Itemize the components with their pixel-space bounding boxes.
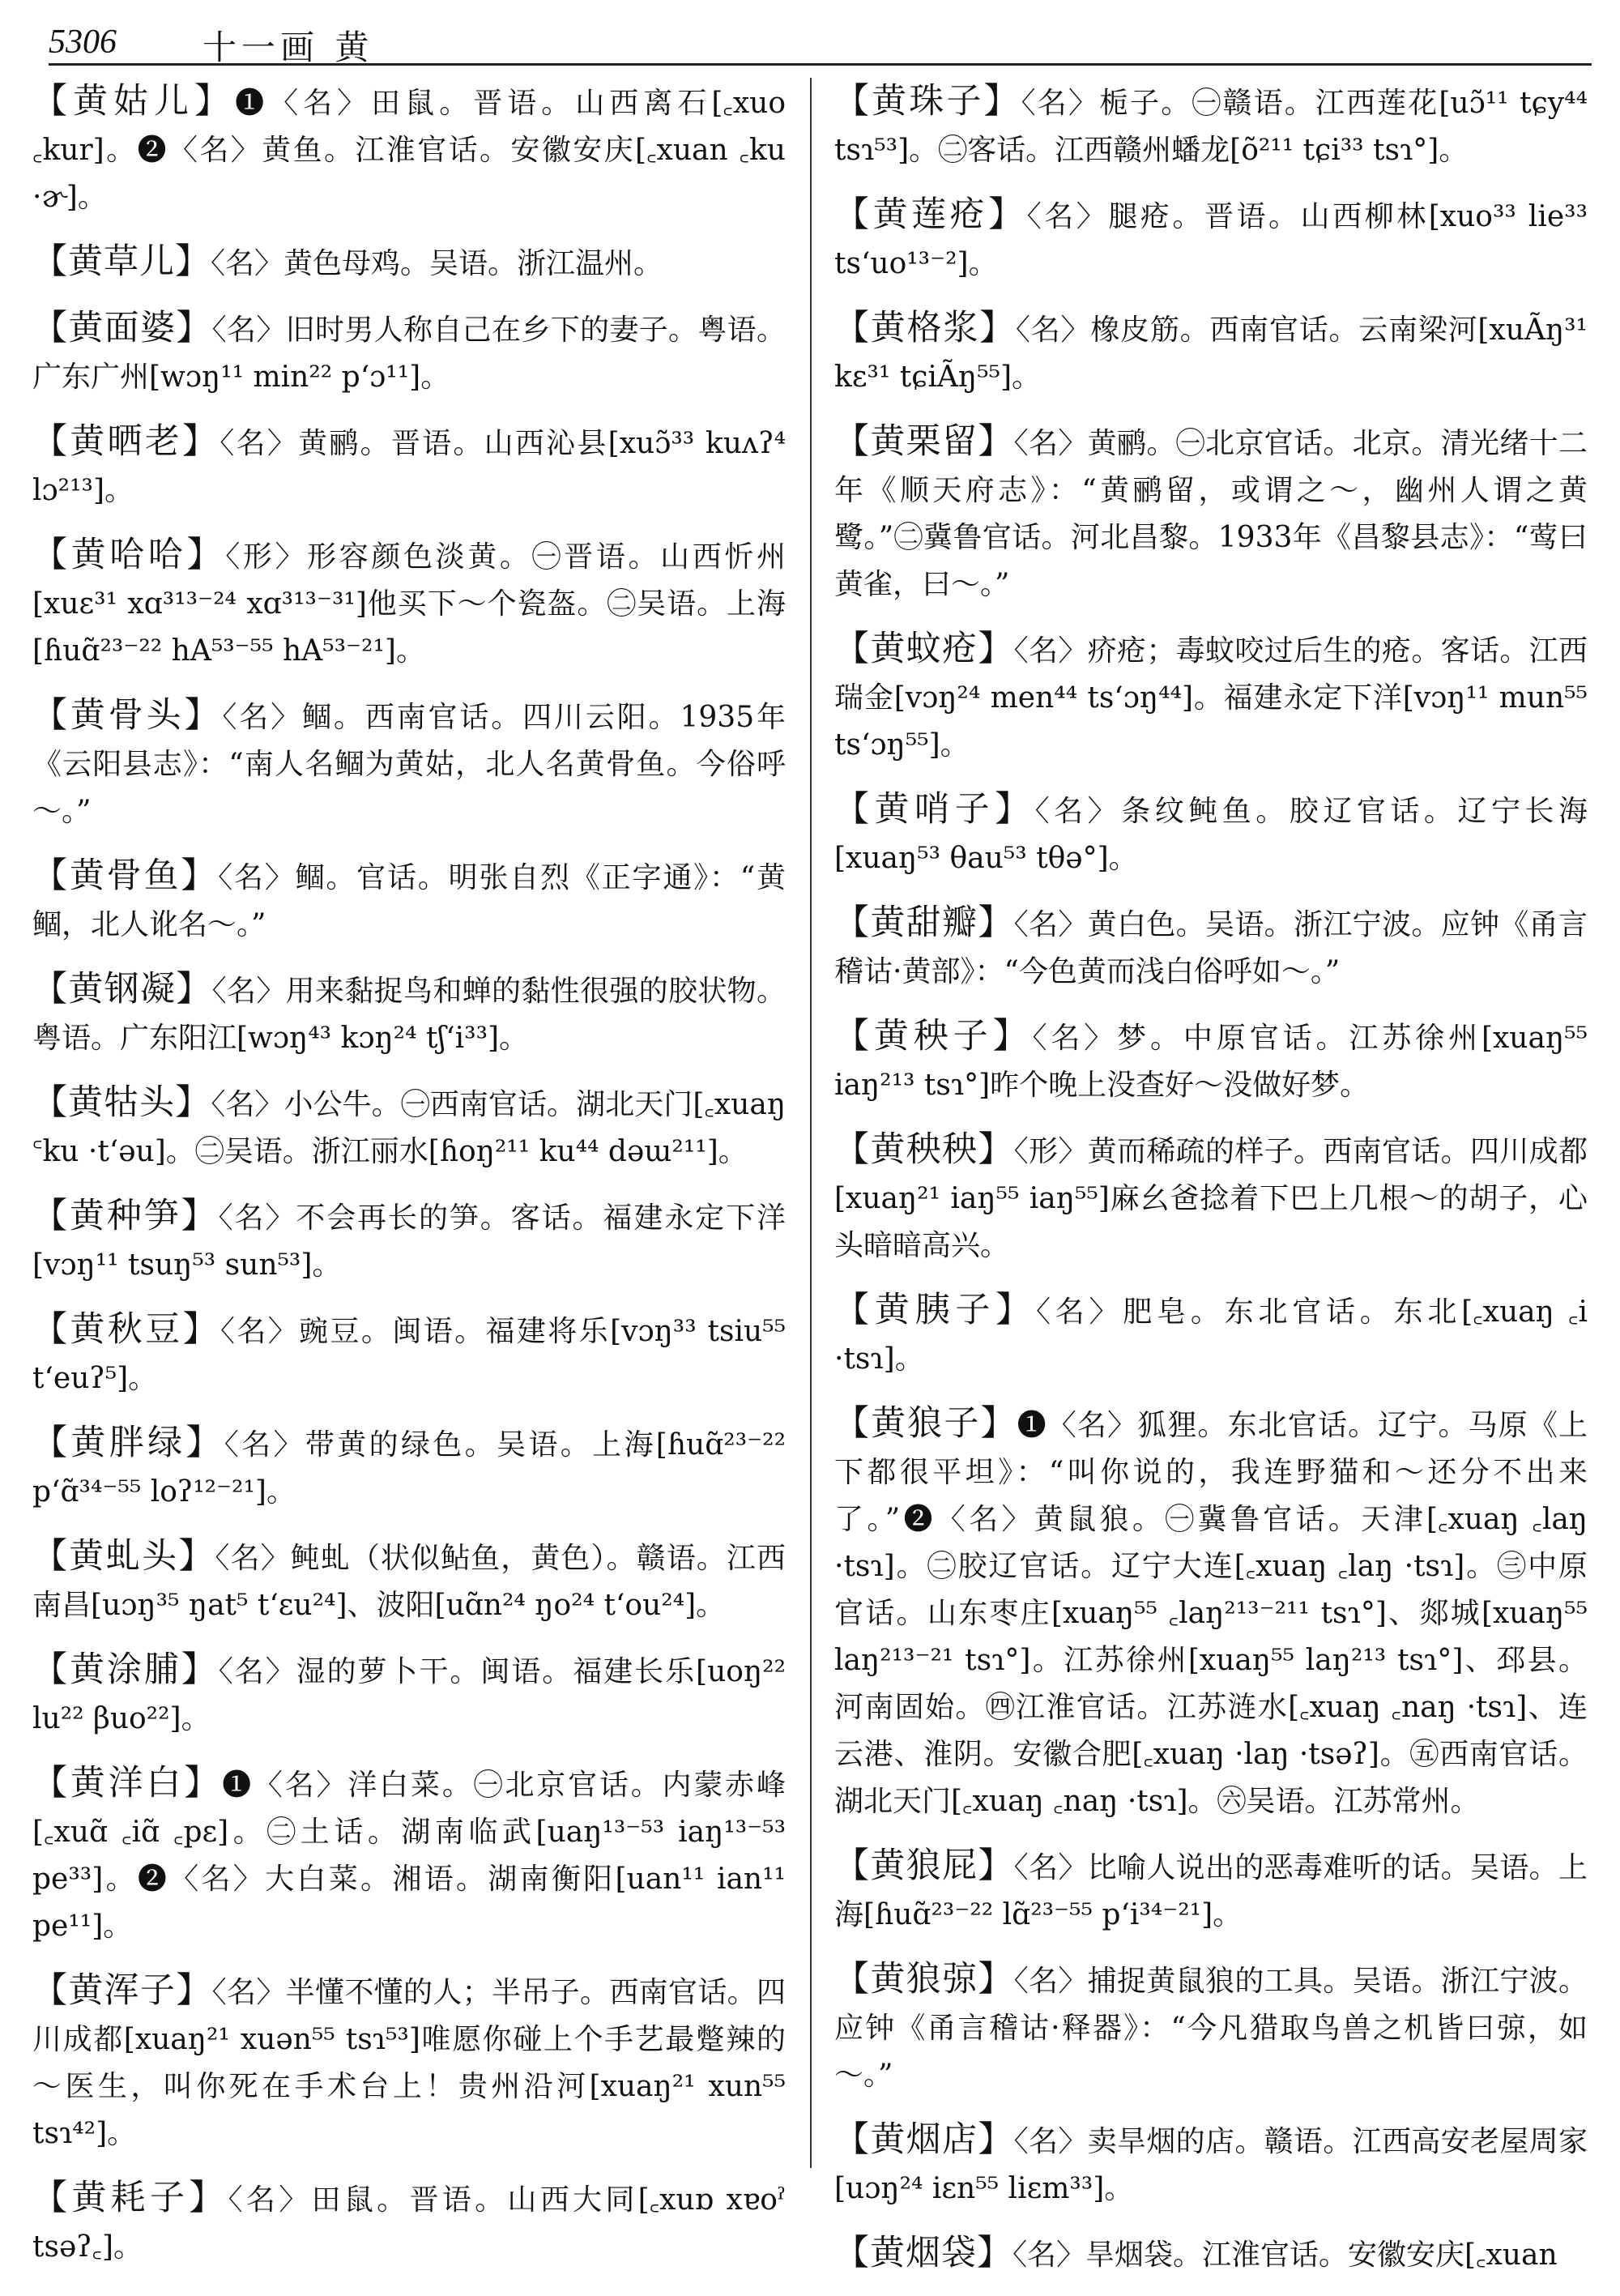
entry-definition: 〈名〉鲴。西南官话。四川云阳。1935年《云阳县志》：“南人名鲴为黄姑，北人名黄骨鱼。今俗呼～。” — [32, 701, 786, 828]
entry-definition: 〈名〉半懂不懂的人；半吊子。西南官话。四川成都[xuaŋ²¹ xuən⁵⁵ tsɿ⁵³]唯愿你碰上个手艺最蹩辣的～医生，叫你死在手术台上！贵州沿河[xuaŋ²¹ xun⁵⁵ tsɿ⁴²]。 — [32, 1976, 786, 2150]
entry-headword: 【黄秋豆】 — [32, 1309, 220, 1350]
entry-headword: 【黄钢凝】 — [32, 969, 212, 1009]
entry-headword: 【黄洋白】 — [32, 1763, 223, 1803]
entry-definition: 〈名〉鲀虬（状似鲇鱼，黄色）。赣语。江西南昌[uɔŋ³⁵ ŋat⁵ tʻɛu²⁴]、波阳[uɑ̃n²⁴ ŋo²⁴ tʻou²⁴]。 — [32, 1542, 786, 1622]
entry-definition: 〈名〉旧时男人称自己在乡下的妻子。粤语。广东广州[wɔŋ¹¹ min²² pʻɔ¹¹]。 — [32, 314, 786, 394]
entry-definition: 〈名〉不会再长的笋。客话。福建永定下洋[vɔŋ¹¹ tsuŋ⁵³ sun⁵³]。 — [32, 1201, 786, 1282]
entry-headword: 【黄面婆】 — [32, 308, 212, 348]
entry-definition: 〈名〉湿的萝卜干。闽语。福建长乐[uoŋ²² lu²² βuo²²]。 — [32, 1655, 786, 1735]
entry-headword: 【黄哈哈】 — [32, 535, 226, 575]
entry-definition: 〈名〉小公牛。㊀西南官话。湖北天门[꜀xuaŋ ꜂ku ·tʻəu]。㊁吴语。浙江丽水[ɦoŋ²¹¹ ku⁴⁴ dəɯ²¹¹]。 — [32, 1088, 787, 1168]
entry-definition: 〈名〉比喻人说出的恶毒难听的话。吴语。上海[ɦuɑ̃²³⁻²² lɑ̃²³⁻⁵⁵ pʻi³⁴⁻²¹]。 — [834, 1851, 1588, 1931]
dictionary-entry — [834, 1956, 1588, 2099]
dictionary-entry — [834, 625, 1588, 769]
entry-headword: 【黄草儿】 — [32, 241, 211, 282]
entry-definition: 〈名〉黄白色。吴语。浙江宁波。应钟《甬言稽诂·黄部》：“今色黄而浅白俗呼如～。” — [834, 908, 1588, 988]
entry-definition: ❶〈名〉狐狸。东北官话。辽宁。马原《上下都很平坦》：“叫你说的，我连野猫和～还分不出来了。”❷〈名〉黄鼠狼。㊀冀鲁官话。天津[꜀xuaŋ ꜀laŋ ·tsɿ]。㊁胶辽官话。辽宁大连[꜀xuaŋ ꜀laŋ ·tsɿ]。㊂中原官话。山东枣庄[xuaŋ⁵⁵ ꜀laŋ²¹³⁻²¹¹ tsɿ°]、郯城[xuaŋ⁵⁵ laŋ²¹³⁻²¹ tsɿ°]。江苏徐州[xuaŋ⁵⁵ laŋ²¹³ tsɿ°]、邳县。河南固始。㊃江淮官话。江苏涟水[꜀xuaŋ ꜀naŋ ·tsɿ]、连云港、淮阴。安徽合肥[꜀xuaŋ ·laŋ ·tsəʔ]。㊄西南官话。湖北天门[꜀xuaŋ ꜀naŋ ·tsɿ]。㊅吴语。江苏常州。 — [834, 1409, 1588, 1818]
entry-headword: 【黄甜瓣】 — [834, 903, 1014, 943]
entry-headword: 【黄牯头】 — [32, 1082, 211, 1123]
dictionary-entry — [32, 1760, 786, 1950]
entry-definition: 〈名〉腿疮。晋语。山西柳林[xuo³³ lie³³ tsʻuo¹³⁻²]。 — [834, 200, 1588, 280]
dictionary-entry — [834, 78, 1588, 174]
dictionary-entry — [834, 1126, 1588, 1270]
dictionary-entry — [32, 1079, 786, 1176]
dictionary-entry — [834, 1842, 1588, 1939]
dictionary-entry — [32, 692, 786, 835]
entry-definition: 〈形〉黄而稀疏的样子。西南官话。四川成都[xuaŋ²¹ iaŋ⁵⁵ iaŋ⁵⁵]麻幺爸捻着下巴上几根～的胡子，心头暗暗高兴。 — [834, 1135, 1588, 1262]
dictionary-entry — [834, 899, 1588, 996]
entry-headword: 【黄骨头】 — [32, 695, 223, 736]
entry-definition: 〈名〉旱烟袋。江淮官话。安徽安庆[꜀xuan — [1013, 2238, 1558, 2272]
entry-definition: 〈名〉豌豆。闽语。福建将乐[vɔŋ³³ tsiu⁵⁵ tʻeuʔ⁵]。 — [32, 1315, 787, 1395]
running-head: 十一画 黄 — [202, 28, 374, 67]
entry-headword: 【黄虬头】 — [32, 1536, 215, 1577]
entry-definition: 〈名〉田鼠。晋语。山西大同[꜀xuɒ xɐoˀ tsəʔ꜀]。 — [32, 2183, 786, 2264]
dictionary-entry — [834, 786, 1588, 882]
entry-definition: ❶〈名〉洋白菜。㊀北京官话。内蒙赤峰[꜀xuɑ̃ ꜀iɑ̃ ꜀pɛ]。㊁土话。湖南临武[uaŋ¹³⁻⁵³ iaŋ¹³⁻⁵³ pe³³]。❷〈名〉大白菜。湘语。湖南衡阳[uan¹¹ ian¹¹ pe¹¹]。 — [32, 1769, 786, 1943]
entry-headword: 【黄胰子】 — [834, 1290, 1036, 1330]
dictionary-entry — [32, 531, 786, 675]
dictionary-entry — [834, 191, 1588, 288]
entry-definition: ❶〈名〉田鼠。晋语。山西离石[꜀xuo ꜀kur]。❷〈名〉黄鱼。江淮官话。安徽安庆[꜀xuan ꜀ku ·ɚ]。 — [32, 87, 786, 214]
page-number: 5306 — [49, 23, 117, 61]
entry-definition: 〈形〉形容颜色淡黄。㊀晋语。山西忻州[xuɛ³¹ xɑ³¹³⁻²⁴ xɑ³¹³⁻³¹]他买下～个瓷盔。㊁吴语。上海[ɦuɑ̃²³⁻²² hA⁵³⁻⁵⁵ hA⁵³⁻²¹]。 — [32, 540, 786, 668]
dictionary-entry — [32, 1193, 786, 1289]
dictionary-entry — [32, 418, 786, 514]
dictionary-entry — [834, 2116, 1588, 2213]
dictionary-entry — [834, 418, 1588, 608]
right-column — [834, 78, 1588, 2296]
page-header — [49, 16, 1592, 66]
entry-definition: 〈名〉橡皮筋。西南官话。云南梁河[xuÃŋ³¹ kɛ³¹ tɕiÃŋ⁵⁵]。 — [834, 314, 1588, 394]
entry-headword: 【黄涂脯】 — [32, 1649, 219, 1690]
entry-definition: 〈名〉梦。中原官话。江苏徐州[xuaŋ⁵⁵ iaŋ²¹³ tsɿ°]昨个晚上没查好～没做好梦。 — [834, 1022, 1588, 1102]
dictionary-entry — [32, 966, 786, 1062]
dictionary-entry — [32, 2174, 786, 2271]
entry-headword: 【黄胖绿】 — [32, 1423, 224, 1463]
entry-headword: 【黄狼弶】 — [834, 1959, 1014, 1999]
column-divider — [810, 78, 812, 2168]
dictionary-entry — [32, 1306, 786, 1402]
dictionary-entry — [32, 1419, 786, 1516]
entry-definition: 〈名〉肥皂。东北官话。东北[꜀xuaŋ ꜀i ·tsɿ]。 — [834, 1295, 1588, 1376]
dictionary-entry — [32, 1533, 786, 1629]
entry-headword: 【黄蚊疮】 — [834, 629, 1014, 669]
dictionary-entry — [32, 238, 786, 288]
entry-headword: 【黄哨子】 — [834, 789, 1035, 830]
entry-definition: 〈名〉带黄的绿色。吴语。上海[ɦuɑ̃²³⁻²² pʻɑ̃³⁴⁻⁵⁵ loʔ¹²⁻²¹]。 — [32, 1428, 786, 1509]
entry-headword: 【黄浑子】 — [32, 1970, 212, 2011]
dictionary-entry — [834, 2230, 1588, 2279]
entry-definition: 〈名〉黄鹂。㊀北京官话。北京。清光绪十二年《顺天府志》：“黄鹂留，或谓之～，幽州人谓之黄鹭。”㊁冀鲁官话。河北昌黎。1933年《昌黎县志》：“莺曰黄雀，曰～。” — [834, 427, 1588, 601]
entry-definition: 〈名〉黄鹂。晋语。山西沁县[xuɔ̃³³ kuʌʔ⁴ lɔ²¹³]。 — [32, 427, 786, 507]
entry-definition: 〈名〉栀子。㊀赣语。江西莲花[uɔ̃¹¹ tɕy⁴⁴ tsɿ⁵³]。㊁客话。江西赣州蟠龙[õ²¹¹ tɕi³³ tsɿ°]。 — [834, 87, 1588, 167]
entry-headword: 【黄晒老】 — [32, 421, 220, 462]
dictionary-entry — [32, 78, 786, 221]
entry-headword: 【黄耗子】 — [32, 2178, 228, 2218]
dictionary-entry — [834, 305, 1588, 401]
entry-definition: 〈名〉捕捉黄鼠狼的工具。吴语。浙江宁波。应钟《甬言稽诂·释器》：“今凡猎取鸟兽之机皆曰弶，如～。” — [834, 1965, 1588, 2092]
dictionary-entry — [834, 1287, 1588, 1383]
entry-definition: 〈名〉鲴。官话。明张自烈《正字通》：“黄鲴，北人讹名～。” — [32, 861, 787, 941]
entry-headword: 【黄珠子】 — [834, 81, 1021, 122]
entry-headword: 【黄种笋】 — [32, 1196, 219, 1236]
left-column — [32, 78, 786, 2288]
entry-headword: 【黄姑儿】 — [32, 81, 236, 122]
entry-headword: 【黄狼子】 — [834, 1403, 1017, 1444]
dictionary-entry — [32, 852, 786, 949]
dictionary-entry — [834, 1013, 1588, 1109]
entry-headword: 【黄烟袋】 — [834, 2233, 1013, 2273]
entry-headword: 【黄栗留】 — [834, 421, 1014, 462]
dictionary-entry — [32, 1646, 786, 1743]
dictionary-entry — [32, 1967, 786, 2157]
entry-headword: 【黄秧秧】 — [834, 1129, 1014, 1170]
entry-headword: 【黄格浆】 — [834, 308, 1016, 348]
entry-definition: 〈名〉疥疮；毒蚊咬过后生的疮。客话。江西瑞金[vɔŋ²⁴ men⁴⁴ tsʻɔŋ⁴⁴]。福建永定下洋[vɔŋ¹¹ mun⁵⁵ tsʻɔŋ⁵⁵]。 — [834, 634, 1588, 762]
entry-definition: 〈名〉黄色母鸡。吴语。浙江温州。 — [211, 247, 663, 280]
entry-headword: 【黄莲疮】 — [834, 194, 1027, 235]
entry-headword: 【黄骨鱼】 — [32, 856, 219, 896]
entry-headword: 【黄秧子】 — [834, 1016, 1033, 1056]
entry-definition: 〈名〉用来黏捉鸟和蝉的黏性很强的胶状物。粤语。广东阳江[wɔŋ⁴³ kɔŋ²⁴ tʃʻi³³]。 — [32, 975, 786, 1055]
dictionary-entry — [834, 1400, 1588, 1825]
entry-headword: 【黄烟店】 — [834, 2119, 1014, 2160]
entry-definition: 〈名〉条纹鲀鱼。胶辽官话。辽宁长海[xuaŋ⁵³ θau⁵³ tθə°]。 — [834, 795, 1588, 875]
entry-headword: 【黄狼屁】 — [834, 1846, 1014, 1886]
dictionary-entry — [32, 305, 786, 401]
entry-definition: 〈名〉卖旱烟的店。赣语。江西高安老屋周家[uɔŋ²⁴ iɛn⁵⁵ liɛm³³]。 — [834, 2125, 1588, 2205]
